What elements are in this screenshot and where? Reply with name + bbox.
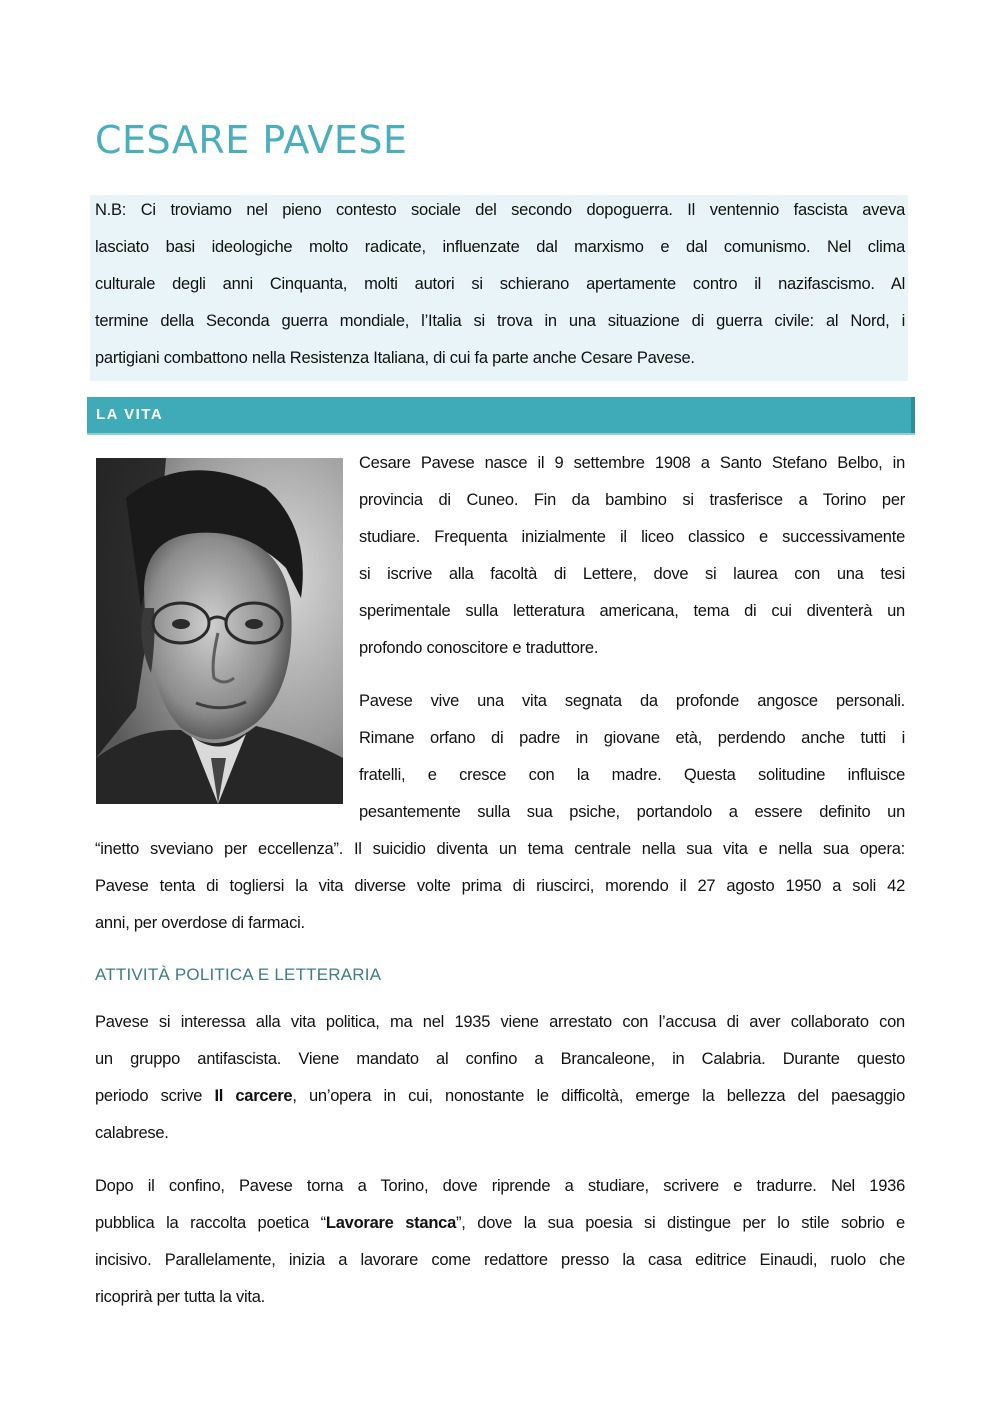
text-line: sperimentale sulla letteratura americana, tema di cui diventerà un bbox=[359, 602, 905, 620]
text-line: fratelli, e cresce con la madre. Questa solitudine influisce bbox=[359, 766, 905, 784]
portrait-photo bbox=[96, 458, 343, 804]
text-line: si iscrive alla facoltà di Lettere, dove si laurea con una tesi bbox=[359, 565, 905, 583]
text-line: Pavese tenta di togliersi la vita diverse volte prima di riuscirci, morendo il 27 agosto 1950 a soli 42 bbox=[95, 877, 905, 895]
text-line: Dopo il confino, Pavese torna a Torino, dove riprende a studiare, scrivere e tradurre. Nel 1936 bbox=[95, 1177, 905, 1195]
note-line: lasciato basi ideologiche molto radicate, influenzate dal marxismo e dal comunismo. Nel clima bbox=[95, 238, 905, 256]
text-line: studiare. Frequenta inizialmente il liceo classico e successivamente bbox=[359, 528, 905, 546]
text-line: Pavese vive una vita segnata da profonde angosce personali. bbox=[359, 692, 905, 710]
text-line bbox=[95, 1078, 905, 1115]
text-segment: pubblica la raccolta poetica “ bbox=[95, 1214, 326, 1232]
work-title-il-carcere: Il carcere bbox=[214, 1087, 293, 1105]
vita-paragraph-2-bottom bbox=[95, 831, 905, 942]
text-segment: , un’opera in cui, nonostante le difficoltà, emerge la bellezza del paesaggio bbox=[292, 1087, 905, 1105]
text-line: Cesare Pavese nasce il 9 settembre 1908 a Santo Stefano Belbo, in bbox=[359, 454, 905, 472]
work-title-lavorare-stanca: Lavorare stanca bbox=[325, 1214, 457, 1232]
text-segment: periodo scrive bbox=[95, 1087, 215, 1105]
text-line: un gruppo antifascista. Viene mandato al confino a Brancaleone, in Calabria. Durante questo bbox=[95, 1050, 905, 1068]
page-title: CESARE PAVESE bbox=[95, 118, 408, 162]
section-header-label: LA VITA bbox=[96, 406, 164, 423]
subheading-attivita: ATTIVITÀ POLITICA E LETTERARIA bbox=[95, 965, 382, 984]
note-paragraph bbox=[95, 192, 905, 377]
note-line: partigiani combattono nella Resistenza Italiana, di cui fa parte anche Cesare Pavese. bbox=[95, 349, 695, 367]
text-line: Rimane orfano di padre in giovane età, perdendo anche tutti i bbox=[359, 729, 905, 747]
text-line bbox=[95, 1205, 905, 1242]
text-line: incisivo. Parallelamente, inizia a lavorare come redattore presso la casa editrice Einaudi, ruolo che bbox=[95, 1251, 905, 1269]
section-header-la-vita bbox=[87, 397, 915, 433]
text-line: Pavese si interessa alla vita politica, ma nel 1935 viene arrestato con l’accusa di aver collaborato con bbox=[95, 1013, 905, 1031]
text-segment: ”, dove la sua poesia si distingue per lo stile sobrio e bbox=[456, 1214, 905, 1232]
vita-paragraph-1 bbox=[359, 445, 905, 667]
text-line: pesantemente sulla sua psiche, portandolo a essere definito un bbox=[359, 803, 905, 821]
text-line: profondo conoscitore e traduttore. bbox=[359, 639, 599, 657]
note-line: N.B: Ci troviamo nel pieno contesto sociale del secondo dopoguerra. Il ventennio fascista aveva bbox=[95, 201, 905, 219]
text-line: ricoprirà per tutta la vita. bbox=[95, 1288, 265, 1306]
note-line: culturale degli anni Cinquanta, molti autori si schierano apertamente contro il nazifascismo. Al bbox=[95, 275, 905, 293]
text-line: “inetto sveviano per eccellenza”. Il suicidio diventa un tema centrale nella sua vita e nella sua opera: bbox=[95, 840, 905, 858]
vita-paragraph-2-top bbox=[359, 683, 905, 831]
note-line: termine della Seconda guerra mondiale, l’Italia si trova in una situazione di guerra civile: al Nord, i bbox=[95, 312, 905, 330]
text-line: anni, per overdose di farmaci. bbox=[95, 914, 305, 932]
attivita-paragraph-1 bbox=[95, 1004, 905, 1152]
text-line: provincia di Cuneo. Fin da bambino si trasferisce a Torino per bbox=[359, 491, 905, 509]
text-line: calabrese. bbox=[95, 1124, 169, 1142]
attivita-paragraph-2 bbox=[95, 1168, 905, 1316]
